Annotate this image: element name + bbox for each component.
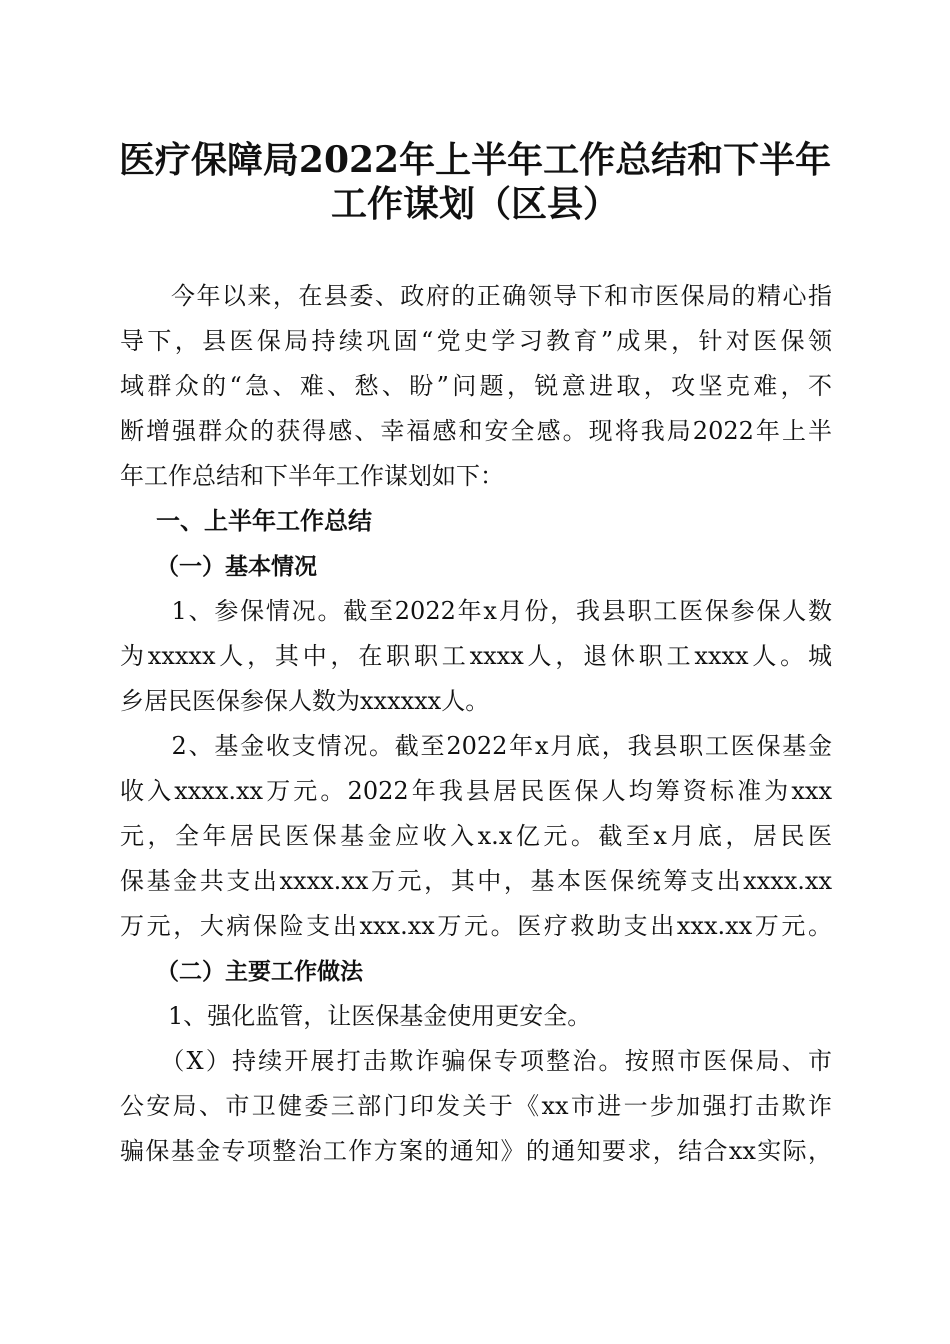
intro-line: 导下，县医保局持续巩固“党史学习教育”成果，针对医保领 <box>120 327 832 355</box>
intro-line: 域群众的“急、难、愁、盼”问题，锐意进取，攻坚克难，不 <box>120 372 832 400</box>
section-heading: 一、上半年工作总结 <box>156 507 372 535</box>
subsection-heading: （二）主要工作做法 <box>156 958 363 985</box>
intro-line: 年工作总结和下半年工作谋划如下： <box>120 462 504 490</box>
participation-line: 乡居民医保参保人数为xxxxxx人。 <box>120 687 490 715</box>
fund-line: 万元，大病保险支出xxx.xx万元。医疗救助支出xxx.xx万元。 <box>120 912 832 940</box>
fund-line: 保基金共支出xxxx.xx万元，其中，基本医保统筹支出xxxx.xx <box>120 867 832 895</box>
crackdown-line: 骗保基金专项整治工作方案的通知》的通知要求，结合xx实际， <box>120 1137 832 1165</box>
subsection-heading: （一）基本情况 <box>156 553 317 580</box>
participation-line: 1、参保情况。截至2022年x月份，我县职工医保参保人数 <box>120 597 832 625</box>
document-title-line-1: 医疗保障局2022年上半年工作总结和下半年 <box>118 139 832 181</box>
participation-line: 为xxxxx人，其中，在职职工xxxx人，退休职工xxxx人。城 <box>120 642 832 670</box>
crackdown-line: （X）持续开展打击欺诈骗保专项整治。按照市医保局、市 <box>120 1047 832 1075</box>
supervision-line: 1、强化监管，让医保基金使用更安全。 <box>120 1002 592 1030</box>
intro-line: 断增强群众的获得感、幸福感和安全感。现将我局2022年上半 <box>120 417 832 445</box>
crackdown-line: 公安局、市卫健委三部门印发关于《xx市进一步加强打击欺诈 <box>120 1092 832 1120</box>
fund-line: 2、基金收支情况。截至2022年x月底，我县职工医保基金 <box>120 732 832 760</box>
document-title-line-2: 工作谋划（区县） <box>330 183 619 225</box>
intro-line: 今年以来，在县委、政府的正确领导下和市医保局的精心指 <box>120 282 832 310</box>
fund-line: 元，全年居民医保基金应收入x.x亿元。截至x月底，居民医 <box>120 822 832 850</box>
fund-line: 收入xxxx.xx万元。2022年我县居民医保人均筹资标准为xxx <box>120 777 832 805</box>
